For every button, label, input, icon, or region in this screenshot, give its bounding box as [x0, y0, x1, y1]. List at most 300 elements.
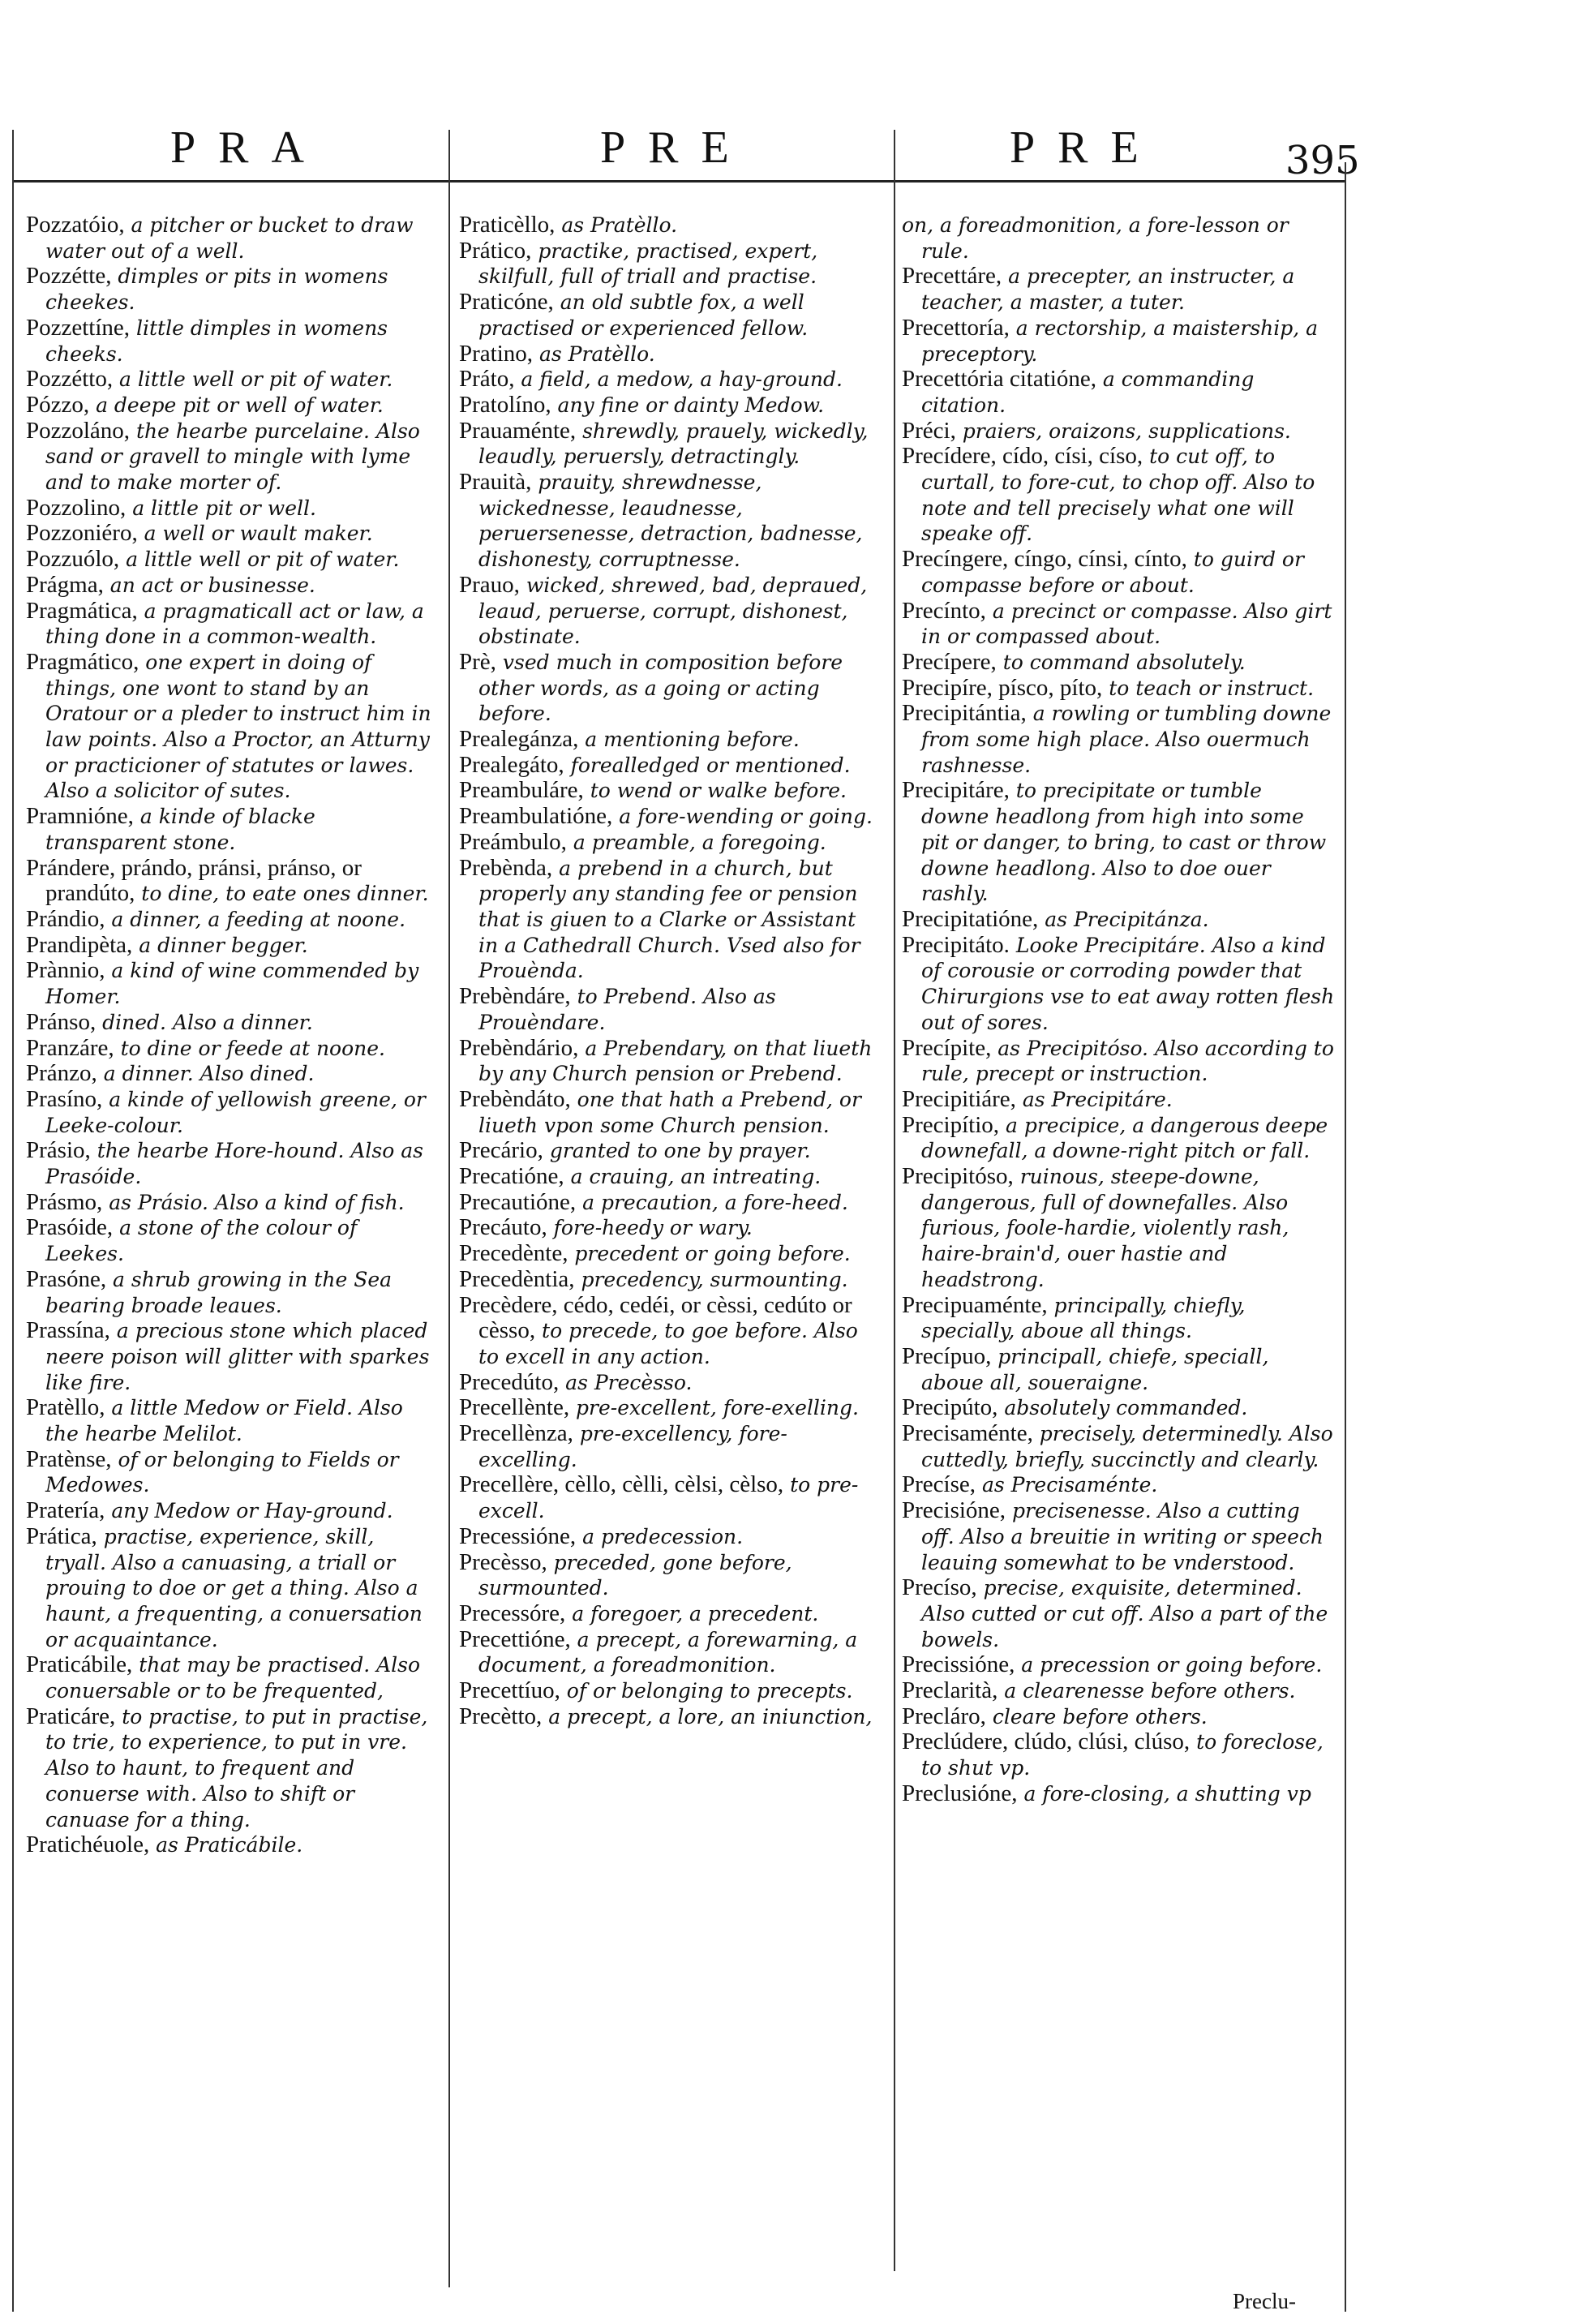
- dictionary-entry: [459, 1267, 881, 1293]
- definition: ruinous, steepe-downe, dangerous, full of downefalles. Also furious, foole-hardie, violently rash, haire-brain'd, ouer hastie and headstrong.: [921, 1165, 1289, 1291]
- column-rule-right: [1345, 162, 1346, 2312]
- dictionary-entry: [26, 496, 435, 522]
- headword: Precipitatióne,: [902, 905, 1039, 932]
- headword: Precáuto,: [459, 1214, 547, 1241]
- definition: a precious stone which placed neere poison will glitter with sparkes like fire.: [45, 1319, 430, 1394]
- dictionary-entry: [902, 444, 1336, 547]
- headword: Pranzáre,: [26, 1034, 114, 1061]
- dictionary-entry: [26, 521, 435, 547]
- definition: precedency, surmounting.: [574, 1267, 848, 1291]
- dictionary-entry: [459, 1138, 881, 1164]
- headword: Precellère, cèllo, cèlli, cèlsi, cèlso,: [459, 1471, 784, 1498]
- dictionary-entry: [459, 984, 881, 1035]
- dictionary-entry: [459, 778, 881, 804]
- dictionary-entry: [902, 1036, 1336, 1087]
- dictionary-entry: [902, 1113, 1336, 1164]
- definition: a fore-wending or going.: [612, 805, 873, 829]
- definition: of or belonging to Fields or Medowes.: [45, 1447, 399, 1497]
- dictionary-entry: [902, 676, 1336, 702]
- definition: one that hath a Prebend, or liueth vpon some Church pension.: [478, 1087, 861, 1137]
- definition: a commanding citation.: [921, 367, 1255, 417]
- definition: a well or wault maker.: [137, 522, 373, 546]
- dictionary-entry: [459, 1601, 881, 1627]
- definition: to practise, to put in practise, to trie, to experience, to put in vre. Also to haunt, to frequent and conuerse with. Also to shift or canuase for a thing.: [45, 1704, 428, 1832]
- definition: preceded, gone before, surmounted.: [478, 1550, 792, 1600]
- headword: Precèsso,: [459, 1548, 547, 1575]
- dictionary-entry: [459, 1190, 881, 1216]
- dictionary-entry: [459, 419, 881, 470]
- dictionary-entry: [459, 727, 881, 753]
- dictionary-entry: [26, 907, 435, 933]
- definition: a pragmaticall act or law, a thing done in a common-wealth.: [45, 599, 424, 649]
- headword: Prebèndário,: [459, 1034, 579, 1061]
- definition: a field, a medow, a hay-ground.: [514, 367, 843, 392]
- headword: Pratería,: [26, 1497, 105, 1524]
- dictionary-entry: [26, 958, 435, 1009]
- dictionary-entry: [902, 1678, 1336, 1704]
- headword: Préci,: [902, 417, 956, 444]
- headword: Prànnio,: [26, 957, 105, 984]
- headword: Praticáre,: [26, 1703, 116, 1729]
- headword: Pozzatóio,: [26, 213, 125, 238]
- headword: Pózzo,: [26, 391, 90, 418]
- dictionary-entry: [459, 470, 881, 573]
- definition: a rectorship, a maistership, a preceptory.: [921, 316, 1319, 366]
- definition: an act or businesse.: [103, 573, 315, 597]
- headword: Pramnióne,: [26, 803, 134, 830]
- definition: pre-excellency, fore-excelling.: [478, 1422, 787, 1471]
- dictionary-entry: [26, 393, 435, 419]
- definition: precisely, determinedly. Also cuttedly, briefly, succinctly and clearly.: [921, 1422, 1333, 1471]
- header-left: PRA: [170, 122, 327, 173]
- definition: precise, exquisite, determined. Also cutted or cut off. Also a part of the bowels.: [921, 1576, 1328, 1651]
- definition: fore-heedy or wary.: [547, 1216, 753, 1240]
- headword: Pozzoláno,: [26, 417, 131, 444]
- dictionary-entry: [26, 1138, 435, 1189]
- headword: Pozzétto,: [26, 366, 114, 393]
- dictionary-entry: [26, 804, 435, 855]
- dictionary-entry: [902, 367, 1336, 418]
- headword: Precessióne,: [459, 1522, 577, 1549]
- definition: that may be practised. Also conuersable or to be frequented,: [45, 1653, 421, 1703]
- dictionary-entry: [459, 1241, 881, 1267]
- dictionary-entry: [902, 1395, 1336, 1421]
- headword: Precínto,: [902, 597, 986, 624]
- headword: Prealegáto,: [459, 751, 564, 778]
- headword: Precídere, cído, císi, císo,: [902, 443, 1143, 470]
- dictionary-entry: [26, 1061, 435, 1087]
- definition: to precede, to goe before. Also to excell in any action.: [478, 1319, 858, 1368]
- headword: Precellènza,: [459, 1420, 573, 1447]
- dictionary-entry: [459, 1036, 881, 1087]
- headword: Prasóide,: [26, 1214, 114, 1241]
- definition: a shrub growing in the Sea bearing broade leaues.: [45, 1267, 393, 1317]
- dictionary-entry: [26, 1318, 435, 1395]
- definition: absolutely commanded.: [998, 1396, 1248, 1420]
- headword: Pratènse,: [26, 1445, 112, 1472]
- dictionary-entry: [902, 1087, 1336, 1113]
- headword: Precedúto,: [459, 1368, 560, 1395]
- definition: a kinde of yellowish greene, or Leeke-colour.: [45, 1087, 426, 1137]
- headword: Pragmático,: [26, 648, 139, 675]
- headword: Prebèndáto,: [459, 1085, 571, 1112]
- headword: Praticóne,: [459, 289, 554, 316]
- definition: prauity, shrewdnesse, wickednesse, leaudnesse, peruersenesse, detraction, badnesse, dishonesty, corruptnesse.: [478, 470, 863, 572]
- headword: Pragmática,: [26, 597, 138, 624]
- definition: on, a foreadmonition, a fore-lesson or rule.: [902, 213, 1289, 263]
- dictionary-entry: [26, 547, 435, 573]
- dictionary-entry: [26, 1704, 435, 1833]
- headword: Precettória citatióne,: [902, 366, 1096, 393]
- dictionary-entry: [26, 367, 435, 393]
- catchword: Preclu-: [1233, 2289, 1296, 2313]
- headword: Prebèndáre,: [459, 983, 571, 1010]
- definition: a precepter, an instructer, a teacher, a master, a tuter.: [921, 264, 1295, 315]
- dictionary-entry: [902, 1344, 1336, 1395]
- definition: a dinner, a feeding at noone.: [105, 907, 406, 931]
- definition: granted to one by prayer.: [543, 1139, 811, 1163]
- dictionary-entry: [459, 1087, 881, 1138]
- headword: Precíso,: [902, 1574, 977, 1601]
- headword: Precissióne,: [902, 1651, 1015, 1678]
- dictionary-entry: [26, 264, 435, 315]
- headword: Precípere,: [902, 648, 997, 675]
- definition: vsed much in composition before other words, as a going or acting before.: [478, 650, 843, 726]
- headword: Pozzettíne,: [26, 314, 131, 341]
- headword: Práto,: [459, 366, 515, 393]
- definition: the hearbe purcelaine. Also sand or gravell to mingle with lyme and to make morter of.: [45, 419, 420, 495]
- headword: Precedènte,: [459, 1240, 568, 1267]
- definition: practise, experience, skill, tryall. Also a canuasing, a triall or prouing to doe or get a thing. Also a haunt, a frequenting, a conuersation or acquaintance.: [45, 1524, 423, 1651]
- dictionary-entry: [902, 1421, 1336, 1472]
- headword: Preámbulo,: [459, 828, 567, 855]
- dictionary-entry: [459, 367, 881, 393]
- dictionary-entry: [459, 830, 881, 856]
- dictionary-entry: [459, 804, 881, 830]
- definition: a precipice, a dangerous deepe downefall, a downe-right pitch or fall.: [921, 1113, 1328, 1163]
- header-rule: [12, 180, 1346, 183]
- headword: Precisaménte,: [902, 1420, 1033, 1447]
- headword: Preclarità,: [902, 1677, 998, 1704]
- headword: Precipitántia,: [902, 700, 1027, 727]
- definition: a kind of wine commended by Homer.: [45, 959, 419, 1009]
- page-number: 395: [1285, 138, 1360, 183]
- dictionary-entry: [26, 1447, 435, 1498]
- column-rule-left: [12, 130, 14, 2312]
- dictionary-entry: [459, 213, 881, 238]
- headword: Pozzoniéro,: [26, 520, 138, 547]
- headword: Preclúdere, clúdo, clúsi, clúso,: [902, 1729, 1191, 1755]
- dictionary-entry: [26, 1395, 435, 1446]
- dictionary-entry: [459, 1164, 881, 1190]
- definition: to foreclose, to shut vp.: [921, 1730, 1324, 1780]
- definition: to dine or feede at noone.: [114, 1036, 386, 1060]
- dictionary-entry: [459, 1215, 881, 1241]
- headword: Prasóne,: [26, 1265, 107, 1292]
- headword: Prática,: [26, 1522, 97, 1549]
- definition: to guird or compasse before or about.: [921, 548, 1304, 597]
- definition: cleare before others.: [985, 1704, 1208, 1729]
- definition: a pitcher or bucket to draw water out of a well.: [45, 213, 414, 263]
- dictionary-entry: [26, 1190, 435, 1216]
- definition: a mentioning before.: [578, 728, 800, 752]
- definition: a precept, a lore, an iniunction,: [542, 1704, 873, 1729]
- definition: precedent or going before.: [568, 1242, 851, 1266]
- definition: the hearbe Hore-hound. Also as Prasóide.: [45, 1139, 423, 1189]
- headword: Prandipèta,: [26, 931, 133, 958]
- dictionary-entry: [26, 1267, 435, 1318]
- headword: Praticèllo,: [459, 213, 556, 238]
- definition: a preamble, a foregoing.: [566, 830, 826, 854]
- headword: Precário,: [459, 1137, 543, 1164]
- definition: pre-excellent, fore-exelling.: [569, 1396, 859, 1420]
- definition: Looke Precipitáre. Also a kind of corousie or corroding powder that Chirurgions vse to eat away rotten flesh out of sores.: [921, 933, 1335, 1034]
- definition: to precipitate or tumble downe headlong from high into some pit or danger, to bring, to cast or throw downe headlong. Also to doe ouer rashly.: [921, 779, 1327, 906]
- definition: an old subtle fox, a well practised or experienced fellow.: [478, 290, 809, 340]
- definition: a dinner begger.: [132, 933, 308, 957]
- dictionary-entry: [902, 547, 1336, 598]
- definition: to wend or walke before.: [583, 779, 847, 803]
- definition: one expert in doing of things, one wont to stand by an Oratour or a pleder to instruct him in law points. Also a Proctor, an Atturny or practicioner of statutes or lawes. Also a solicitor of sutes.: [45, 650, 431, 803]
- definition: as Prásio. Also a kind of fish.: [102, 1190, 405, 1214]
- definition: dined. Also a dinner.: [96, 1010, 313, 1034]
- dictionary-entry: [902, 907, 1336, 933]
- headword: Prealegánza,: [459, 726, 579, 753]
- dictionary-entry: [26, 650, 435, 804]
- definition: dimples or pits in womens cheekes.: [45, 264, 388, 315]
- headword: Prásmo,: [26, 1188, 103, 1215]
- headword: Precíngere, cíngo, cínsi, cínto,: [902, 546, 1187, 573]
- dictionary-entry: [459, 1524, 881, 1550]
- column-3: [902, 213, 1336, 1807]
- definition: as Precèsso.: [559, 1370, 693, 1394]
- dictionary-entry: [459, 1421, 881, 1472]
- dictionary-entry: [902, 1729, 1336, 1780]
- headword: Precláro,: [902, 1703, 986, 1729]
- definition: a precession or going before.: [1015, 1653, 1323, 1677]
- headword: Preambuláre,: [459, 777, 584, 804]
- dictionary-entry: [459, 1678, 881, 1704]
- headword: Precettíuo,: [459, 1677, 560, 1704]
- definition: shrewdly, prauely, wickedly, leaudly, peruersly, detractingly.: [478, 419, 869, 469]
- headword: Precettáre,: [902, 263, 1002, 290]
- definition: a little Medow or Field. Also the hearbe Melilot.: [45, 1396, 403, 1446]
- dictionary-entry: [459, 1627, 881, 1678]
- dictionary-entry: [26, 1524, 435, 1653]
- definition: any fine or dainty Medow.: [551, 393, 825, 417]
- definition: a precinct or compasse. Also girt in or compassed about.: [921, 599, 1332, 649]
- headword: Pozzuólo,: [26, 546, 120, 573]
- headword: Precessóre,: [459, 1600, 566, 1626]
- headword: Precellènte,: [459, 1394, 570, 1421]
- dictionary-entry: [459, 573, 881, 650]
- definition: principally, chiefly, specially, aboue all things.: [921, 1293, 1246, 1343]
- definition: a stone of the colour of Leekes.: [45, 1216, 358, 1266]
- dictionary-entry: [902, 1781, 1336, 1807]
- headword: Precèdere, cédo, cedéi, or cèssi, cedúto or cèsso,: [459, 1291, 852, 1344]
- dictionary-entry: [26, 1832, 435, 1858]
- definition: a little well or pit of water.: [119, 548, 400, 572]
- dictionary-entry: [902, 1575, 1336, 1652]
- headword: Precisióne,: [902, 1497, 1006, 1524]
- definition: a prebend in a church, but properly any standing fee or pension that is giuen to a Clarke or Assistant in a Cathedrall Church. Vsed also for Prouènda.: [478, 856, 860, 983]
- dictionary-entry: [26, 316, 435, 367]
- headword: Precíse,: [902, 1471, 976, 1498]
- dictionary-entry: [459, 650, 881, 727]
- dictionary-entry: [459, 290, 881, 341]
- dictionary-entry: [459, 1370, 881, 1396]
- headword: Precipitáre,: [902, 777, 1010, 804]
- dictionary-entry: [26, 1498, 435, 1524]
- headword: Precipítio,: [902, 1111, 1000, 1138]
- definition: a precept, a forewarning, a document, a foreadmonition.: [478, 1627, 858, 1677]
- definition: praiers, oraizons, supplications.: [955, 419, 1291, 443]
- dictionary-entry: [902, 316, 1336, 367]
- definition: to pre-excell.: [478, 1473, 859, 1523]
- headword: Precettióne,: [459, 1625, 571, 1652]
- definition: to dine, to eate ones dinner.: [135, 882, 429, 906]
- headword: Precautióne,: [459, 1188, 577, 1215]
- definition: little dimples in womens cheeks.: [45, 316, 388, 366]
- headword: Precipúto,: [902, 1394, 998, 1421]
- definition: wicked, shrewed, bad, depraued, leaud, peruerse, corrupt, dishonest, obstinate.: [478, 573, 868, 649]
- definition: to cut off, to curtall, to fore-cut, to chop off. Also to note and tell precisely what one will speake off.: [921, 444, 1315, 546]
- dictionary-entry: [459, 1395, 881, 1421]
- dictionary-entry: [902, 778, 1336, 907]
- dictionary-entry: [459, 753, 881, 779]
- headword: Precipuaménte,: [902, 1291, 1048, 1318]
- definition: to command absolutely.: [996, 650, 1246, 674]
- headword: Prático,: [459, 237, 532, 264]
- definition: to Prebend. Also as Prouèndare.: [478, 985, 776, 1034]
- dictionary-entry: [26, 419, 435, 496]
- definition: any Medow or Hay-ground.: [105, 1499, 393, 1523]
- dictionary-entry: [902, 1164, 1336, 1293]
- dictionary-entry: [902, 1472, 1336, 1498]
- headword: Precedèntia,: [459, 1265, 575, 1292]
- headword: Prè,: [459, 648, 496, 675]
- dictionary-entry: [26, 599, 435, 650]
- column-2: [459, 213, 881, 1729]
- dictionary-entry: [26, 1652, 435, 1703]
- dictionary-entry: [26, 213, 435, 264]
- dictionary-entry: [902, 1293, 1336, 1344]
- dictionary-entry: [902, 1704, 1336, 1730]
- definition: a fore-closing, a shutting vp: [1017, 1781, 1311, 1806]
- definition: as Precipitáre.: [1015, 1087, 1173, 1111]
- headword: Precettoría,: [902, 314, 1010, 341]
- headword: Prauo,: [459, 571, 520, 598]
- definition: as Precipitóso. Also according to rule, precept or instruction.: [921, 1036, 1334, 1086]
- headword: Precètto,: [459, 1703, 543, 1729]
- definition: a crauing, an intreating.: [564, 1165, 822, 1189]
- definition: a clearenesse before others.: [998, 1679, 1296, 1703]
- definition: a dinner. Also dined.: [97, 1062, 315, 1086]
- dictionary-entry: [902, 419, 1336, 444]
- definition: as Pratèllo.: [533, 341, 655, 366]
- dictionary-entry: [459, 856, 881, 985]
- dictionary-entry: [459, 1472, 881, 1523]
- definition: a little well or pit of water.: [113, 367, 393, 392]
- definition: a deepe pit or well of water.: [89, 393, 384, 417]
- definition: to teach or instruct.: [1102, 676, 1315, 700]
- dictionary-entry: [902, 264, 1336, 315]
- dictionary-entry: [26, 856, 435, 907]
- definition: as Pratèllo.: [555, 213, 678, 237]
- header-right: PRE: [1010, 122, 1161, 173]
- headword: Pozzolino,: [26, 494, 127, 521]
- headword: Prauità,: [459, 469, 532, 496]
- headword: Precipíre, písco, píto,: [902, 674, 1103, 701]
- dictionary-entry: [902, 650, 1336, 676]
- headword: Precípuo,: [902, 1342, 992, 1369]
- headword: Pratèllo,: [26, 1394, 105, 1421]
- definition: a precaution, a fore-heed.: [576, 1190, 848, 1214]
- headword: Prasíno,: [26, 1085, 103, 1112]
- headword: Prándio,: [26, 905, 105, 932]
- dictionary-entry: [459, 1704, 881, 1730]
- running-head: [16, 122, 1360, 183]
- dictionary-entry: [26, 1036, 435, 1062]
- headword: Prágma,: [26, 571, 104, 598]
- dictionary-entry: [902, 599, 1336, 650]
- definition: a little pit or well.: [126, 496, 316, 520]
- dictionary-entry: [902, 213, 1336, 264]
- definition: a predecession.: [576, 1524, 744, 1548]
- dictionary-entry: [26, 1215, 435, 1266]
- definition: forealledged or mentioned.: [564, 753, 851, 777]
- definition: as Praticábile.: [149, 1833, 303, 1857]
- definition: of or belonging to precepts.: [560, 1679, 853, 1703]
- headword: Precípite,: [902, 1034, 992, 1061]
- headword: Prauaménte,: [459, 417, 577, 444]
- dictionary-entry: [459, 1293, 881, 1370]
- dictionary-entry: [459, 1550, 881, 1601]
- headword: Precipitáto.: [902, 931, 1010, 958]
- dictionary-entry: [26, 573, 435, 599]
- dictionary-entry: [459, 341, 881, 367]
- column-rule-1: [448, 130, 450, 2287]
- headword: Pránso,: [26, 1008, 97, 1035]
- headword: Precatióne,: [459, 1163, 564, 1190]
- definition: a Prebendary, on that liueth by any Church pension or Prebend.: [478, 1036, 873, 1086]
- headword: Preambulatióne,: [459, 803, 613, 830]
- headword: Prándere, prándo, pránsi, pránso, or prandúto,: [26, 854, 362, 907]
- column-1: [26, 213, 435, 1858]
- definition: as Precisaménte.: [976, 1473, 1158, 1497]
- headword: Pratolíno,: [459, 391, 551, 418]
- dictionary-entry: [902, 933, 1336, 1036]
- dictionary-entry: [459, 393, 881, 419]
- headword: Praticábile,: [26, 1651, 133, 1678]
- headword: Pránzo,: [26, 1060, 97, 1087]
- dictionary-entry: [459, 238, 881, 290]
- headword: Pratino,: [459, 340, 534, 367]
- headword: Precipitóso,: [902, 1163, 1014, 1190]
- dictionary-entry: [26, 933, 435, 959]
- dictionary-entry: [26, 1087, 435, 1138]
- headword: Pratichéuole,: [26, 1832, 150, 1858]
- dictionary-entry: [902, 701, 1336, 778]
- headword: Preclusióne,: [902, 1780, 1018, 1806]
- dictionary-entry: [26, 1010, 435, 1036]
- header-middle: PRE: [600, 122, 752, 173]
- dictionary-entry: [902, 1652, 1336, 1678]
- definition: principall, chiefe, speciall, aboue all, soueraigne.: [921, 1344, 1269, 1394]
- headword: Precipitiáre,: [902, 1085, 1016, 1112]
- headword: Prásio,: [26, 1137, 91, 1164]
- headword: Prebènda,: [459, 854, 553, 881]
